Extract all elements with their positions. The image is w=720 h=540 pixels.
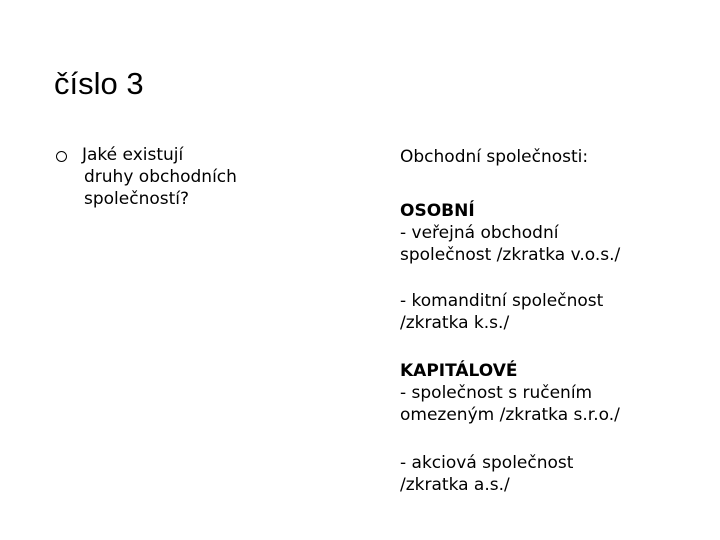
- kapitalove-item1-line2: omezeným /zkratka s.r.o./: [400, 405, 620, 425]
- question-text: [82, 144, 312, 210]
- osobni-item1-line1: - veřejná obchodní: [400, 223, 559, 243]
- osobni-item1-line2: společnost /zkratka v.o.s./: [400, 245, 621, 265]
- osobni-item2-line2: /zkratka k.s./: [400, 313, 510, 333]
- kapitalove-item2-line1: - akciová společnost: [400, 453, 574, 473]
- osobni-item2: [400, 290, 603, 334]
- bullet-circle-icon: [56, 151, 67, 162]
- osobni-label: OSOBNÍ: [400, 201, 475, 221]
- osobni-section: [400, 200, 620, 266]
- osobni-item2-line1: - komanditní společnost: [400, 291, 604, 311]
- answer-heading: [400, 146, 588, 168]
- kapitalove-label: KAPITÁLOVÉ: [400, 361, 518, 381]
- kapitalove-section: [400, 360, 620, 426]
- answer-heading-text: Obchodní společnosti:: [400, 147, 589, 167]
- kapitalove-item1-line1: - společnost s ručením: [400, 383, 593, 403]
- kapitalove-item2: [400, 452, 573, 496]
- slide-title: číslo 3: [54, 66, 144, 101]
- kapitalove-item2-line2: /zkratka a.s./: [400, 475, 510, 495]
- question-line-3: společností?: [84, 189, 190, 209]
- question-line-1: Jaké existují: [82, 145, 184, 165]
- question-line-2: druhy obchodních: [84, 167, 237, 187]
